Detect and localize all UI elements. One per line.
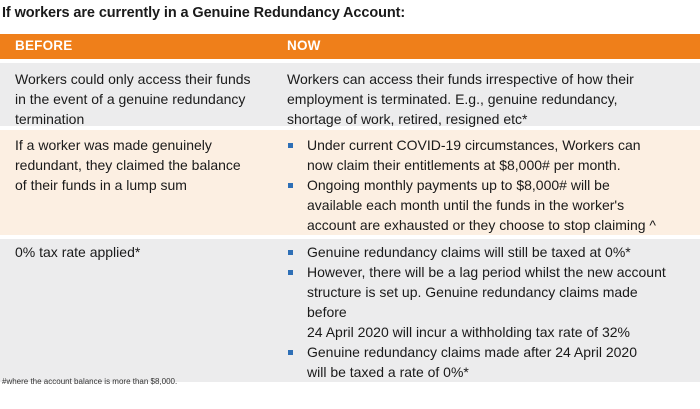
cell-text-line: structure is set up. Genuine redundancy claims made	[307, 284, 638, 300]
list-item	[287, 342, 692, 382]
before-cell	[15, 69, 273, 129]
cell-text-line: shortage of work, retired, resigned etc*	[287, 111, 528, 127]
footnote: #where the account balance is more than $8,000.	[2, 377, 178, 386]
square-bullet-icon	[288, 183, 293, 188]
table-row	[0, 130, 700, 235]
list-item	[287, 262, 692, 342]
bullet-list	[287, 135, 692, 235]
cell-text-line: of their funds in a lump sum	[15, 177, 187, 193]
cell-text-line: 24 April 2020 will incur a withholding tax rate of 32%	[307, 324, 630, 340]
square-bullet-icon	[288, 270, 293, 275]
table-header-row	[0, 34, 700, 59]
cell-text-line: termination	[15, 111, 85, 127]
before-cell	[15, 135, 273, 195]
cell-text-line: in the event of a genuine redundancy	[15, 91, 246, 107]
cell-text-line: If a worker was made genuinely	[15, 137, 212, 153]
list-item	[287, 135, 692, 175]
page-title: If workers are currently in a Genuine Redundancy Account:	[2, 5, 406, 21]
list-item	[287, 242, 692, 262]
cell-text-line: redundant, they claimed the balance	[15, 157, 241, 173]
cell-text-line: now claim their entitlements at $8,000# per month.	[307, 157, 621, 173]
cell-text-line: Genuine redundancy claims will still be taxed at 0%*	[307, 244, 631, 260]
cell-text-line: before	[307, 304, 347, 320]
comparison-table	[0, 34, 700, 382]
bullet-list	[287, 242, 692, 382]
square-bullet-icon	[288, 250, 293, 255]
table-row	[0, 239, 700, 382]
cell-text-line: Workers can access their funds irrespective of how their	[287, 71, 634, 87]
list-item	[287, 175, 692, 235]
cell-text-line: account are exhausted or they choose to stop claiming ^	[307, 217, 656, 233]
now-cell	[287, 69, 692, 129]
now-cell	[287, 242, 692, 382]
now-cell	[287, 135, 692, 235]
square-bullet-icon	[288, 143, 293, 148]
cell-text-line: employment is terminated. E.g., genuine redundancy,	[287, 91, 618, 107]
cell-text-line: However, there will be a lag period whilst the new account	[307, 264, 666, 280]
cell-text-line: Workers could only access their funds	[15, 71, 251, 87]
cell-text-line: Genuine redundancy claims made after 24 April 2020	[307, 344, 637, 360]
cell-text-line: 0% tax rate applied*	[15, 244, 141, 260]
cell-text-line: Ongoing monthly payments up to $8,000# will be	[307, 177, 610, 193]
header-before: BEFORE	[15, 38, 73, 53]
cell-text-line: Under current COVID-19 circumstances, Workers can	[307, 137, 641, 153]
cell-text-line: available each month until the funds in the worker's	[307, 197, 625, 213]
before-cell	[15, 242, 273, 262]
cell-text-line: will be taxed a rate of 0%*	[307, 364, 469, 380]
header-now: NOW	[287, 38, 321, 53]
table-row	[0, 63, 700, 126]
square-bullet-icon	[288, 350, 293, 355]
